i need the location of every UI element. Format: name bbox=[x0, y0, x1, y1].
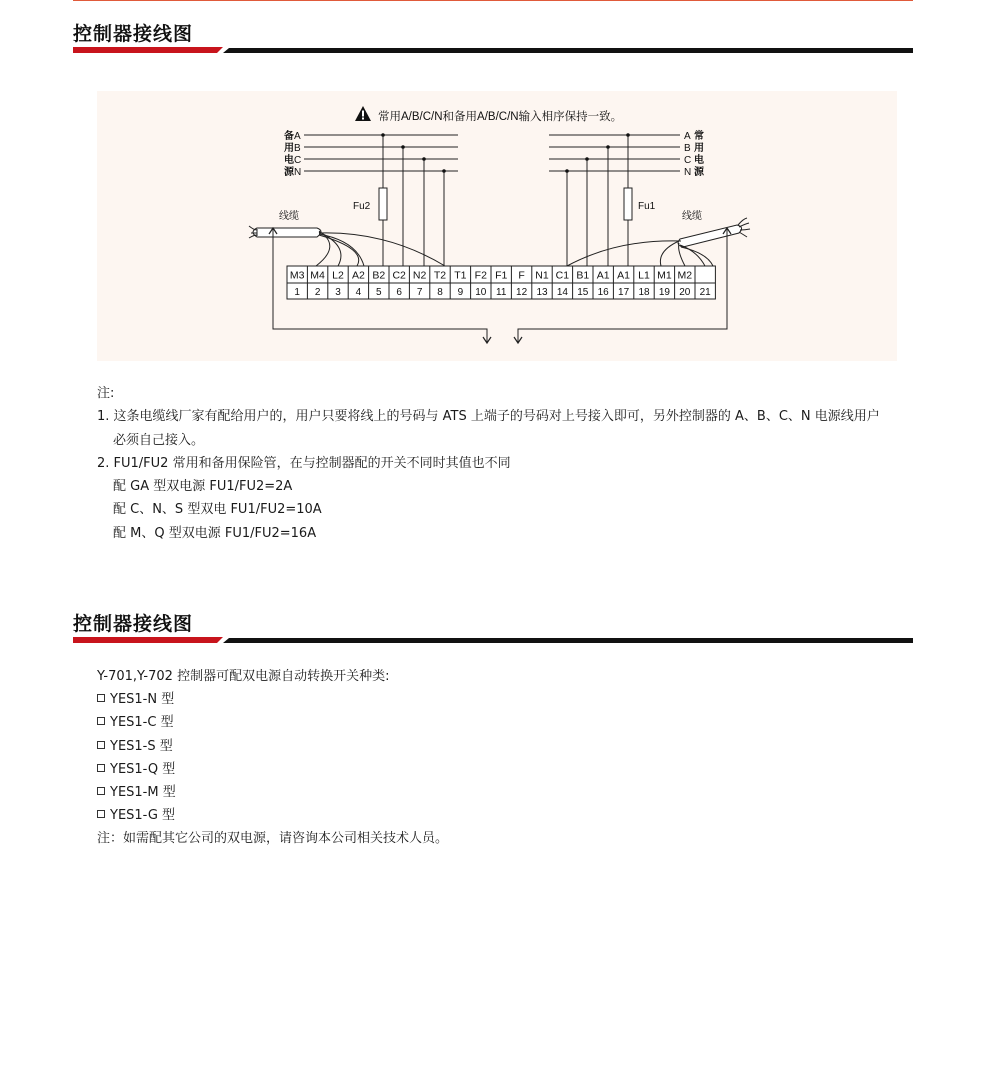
terminal-number: 11 bbox=[496, 287, 507, 298]
checkbox-icon bbox=[97, 810, 105, 818]
terminal-number: 7 bbox=[416, 287, 423, 298]
normal-phase-b: B bbox=[684, 143, 691, 154]
terminal-number: 5 bbox=[376, 287, 382, 298]
terminal-label: B2 bbox=[372, 269, 386, 282]
types-note: 注：如需配其它公司的双电源，请咨询本公司相关技术人员。 bbox=[97, 831, 449, 847]
terminal-label: T1 bbox=[454, 269, 467, 282]
backup-phase-a: A bbox=[294, 131, 301, 142]
backup-phase-n: N bbox=[294, 167, 302, 178]
terminal-number: 6 bbox=[396, 287, 402, 298]
terminal-label: M4 bbox=[310, 269, 325, 282]
notes bbox=[97, 382, 917, 545]
terminal-number: 3 bbox=[335, 287, 341, 298]
terminal-label: A1 bbox=[596, 269, 610, 282]
normal-label-3: 电 bbox=[694, 155, 704, 166]
section-title: 控制器接线图 bbox=[73, 613, 194, 635]
fuse1-label: Fu1 bbox=[638, 201, 656, 212]
terminal-label: M3 bbox=[289, 269, 305, 282]
terminal-number: 12 bbox=[516, 287, 528, 298]
notes-heading: 注: bbox=[97, 386, 115, 401]
checkbox-icon bbox=[97, 741, 105, 749]
terminal-label: C2 bbox=[392, 269, 406, 282]
section-underline bbox=[73, 47, 913, 53]
terminal-label: F1 bbox=[495, 269, 508, 282]
type-item: YES1-M 型 bbox=[97, 781, 448, 804]
types-intro: Y-701,Y-702 控制器可配双电源自动转换开关种类: bbox=[97, 669, 390, 684]
warning-icon bbox=[355, 106, 371, 121]
terminal-number: 21 bbox=[699, 287, 711, 298]
terminal-number: 20 bbox=[679, 287, 691, 298]
warning-text: 常用A/B/C/N和备用A/B/C/N输入相序保持一致。 bbox=[378, 111, 623, 123]
backup-label-1: 备 bbox=[284, 131, 294, 142]
terminal-number: 10 bbox=[475, 287, 487, 298]
cable-label-left: 线缆 bbox=[279, 211, 299, 222]
note-line: 1. 这条电缆线厂家有配给用户的，用户只要将线上的号码与 ATS 上端子的号码对上号接入即可，另外控制器的 A、B、C、N 电源线用户 bbox=[97, 409, 880, 425]
backup-phase-b: B bbox=[294, 143, 301, 154]
terminal-number: 1 bbox=[294, 287, 300, 298]
section-underline bbox=[73, 637, 913, 643]
terminal-number: 13 bbox=[536, 287, 548, 298]
normal-phase-c: C bbox=[684, 155, 692, 166]
type-item: YES1-G 型 bbox=[97, 804, 448, 827]
terminal-number: 17 bbox=[618, 287, 630, 298]
normal-phase-n: N bbox=[684, 167, 692, 178]
terminal-number: 18 bbox=[638, 287, 650, 298]
backup-label-4: 源 bbox=[284, 167, 294, 178]
terminal-label: N2 bbox=[412, 269, 427, 282]
normal-label-1: 常 bbox=[694, 131, 704, 142]
note-line: 配 C、N、S 型双电 FU1/FU2=10A bbox=[113, 502, 322, 518]
terminal-number: 16 bbox=[597, 287, 609, 298]
checkbox-icon bbox=[97, 694, 105, 702]
terminal-label: L2 bbox=[332, 269, 344, 282]
terminal-block bbox=[287, 266, 715, 299]
note-line: 必须自己接入。 bbox=[113, 432, 205, 448]
type-item: YES1-C 型 bbox=[97, 711, 448, 734]
terminal-label: L1 bbox=[638, 269, 650, 282]
terminal-label: F2 bbox=[474, 269, 487, 282]
normal-label-4: 源 bbox=[694, 167, 704, 178]
type-item: YES1-S 型 bbox=[97, 735, 448, 758]
type-item: YES1-N 型 bbox=[97, 688, 448, 711]
terminal-number: 14 bbox=[556, 287, 568, 298]
checkbox-icon bbox=[97, 717, 105, 725]
terminal-label: M2 bbox=[677, 269, 693, 282]
terminal-label: A1 bbox=[617, 269, 631, 282]
terminal-label: A2 bbox=[351, 269, 365, 282]
terminal-number: 2 bbox=[314, 287, 321, 298]
switch-types bbox=[97, 665, 448, 851]
backup-label-2: 用 bbox=[284, 143, 294, 154]
terminal-label: T2 bbox=[433, 269, 447, 282]
top-rule bbox=[73, 0, 913, 1]
terminal-label: B1 bbox=[576, 269, 590, 282]
terminal-label: F bbox=[518, 269, 525, 282]
checkbox-icon bbox=[97, 787, 105, 795]
terminal-number: 4 bbox=[355, 287, 362, 298]
cable-label-right: 线缆 bbox=[682, 211, 702, 222]
wiring-diagram bbox=[97, 91, 897, 361]
note-line: 2. FU1/FU2 常用和备用保险管，在与控制器配的开关不同时其值也不同 bbox=[97, 455, 511, 471]
backup-phase-c: C bbox=[294, 155, 302, 166]
terminal-label: N1 bbox=[535, 269, 549, 282]
terminal-label: C1 bbox=[555, 269, 570, 282]
note-line: 配 M、Q 型双电源 FU1/FU2=16A bbox=[113, 525, 317, 541]
checkbox-icon bbox=[97, 764, 105, 772]
fuse2-label: Fu2 bbox=[353, 201, 371, 212]
type-item: YES1-Q 型 bbox=[97, 758, 448, 781]
section-title: 控制器接线图 bbox=[73, 23, 194, 45]
terminal-number: 8 bbox=[437, 287, 443, 298]
terminal-label: M1 bbox=[657, 269, 672, 282]
terminal-number: 9 bbox=[457, 287, 464, 298]
note-line: 配 GA 型双电源 FU1/FU2=2A bbox=[113, 479, 293, 495]
normal-phase-a: A bbox=[684, 131, 691, 142]
terminal-number: 19 bbox=[658, 287, 670, 298]
backup-label-3: 电 bbox=[284, 155, 294, 166]
normal-label-2: 用 bbox=[694, 143, 704, 154]
terminal-number: 15 bbox=[577, 287, 589, 298]
